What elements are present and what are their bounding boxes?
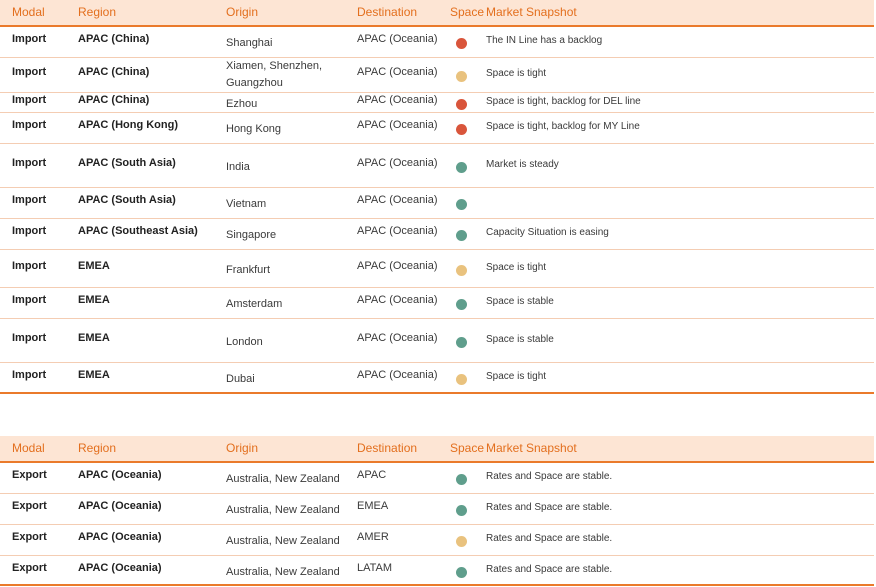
cell-region: EMEA [78, 331, 110, 344]
space-status-yellow-icon [456, 265, 467, 276]
cell-destination: LATAM [357, 561, 393, 574]
table-row [0, 288, 874, 319]
cell-modal: Export [12, 561, 47, 574]
header-origin: Origin [226, 441, 259, 455]
header-region: Region [78, 441, 117, 455]
space-status-green-icon [456, 162, 467, 173]
cell-region: EMEA [78, 294, 110, 306]
space-status-green-icon [456, 199, 467, 210]
cell-destination: APAC (Oceania) [357, 294, 438, 306]
cell-origin: Ezhou [226, 97, 258, 110]
header-market-snapshot: Market Snapshot [486, 5, 577, 19]
cell-origin: Australia, New Zealand [226, 473, 340, 485]
space-status-green-icon [456, 505, 467, 516]
cell-destination: AMER [357, 531, 389, 543]
cell-region: APAC (Oceania) [78, 469, 162, 481]
cell-destination: APAC (Oceania) [357, 194, 438, 206]
cell-destination: APAC (Oceania) [357, 33, 438, 45]
cell-destination: APAC (Oceania) [357, 259, 438, 272]
cell-region: APAC (South Asia) [78, 194, 176, 206]
space-status-green-icon [456, 299, 467, 310]
cell-destination: APAC (Oceania) [357, 156, 438, 169]
cell-origin: Singapore [226, 229, 277, 241]
cell-modal: Export [12, 531, 47, 543]
table-row [0, 113, 874, 144]
header-space: Space [450, 5, 485, 19]
table-row [0, 144, 874, 188]
cell-market-snapshot: Space is tight, backlog for DEL line [486, 95, 641, 107]
table-row [0, 363, 874, 394]
cell-origin: Xiamen, Shenzhen, Guangzhou [226, 60, 323, 89]
cell-destination: APAC (Oceania) [357, 119, 438, 131]
cell-market-snapshot: Capacity Situation is easing [486, 227, 609, 238]
cell-region: APAC (China) [78, 33, 150, 45]
cell-market-snapshot: Market is steady [486, 158, 559, 170]
space-status-green-icon [456, 567, 467, 578]
space-status-green-icon [456, 230, 467, 241]
table-row [0, 494, 874, 525]
cell-origin: Vietnam [226, 198, 267, 210]
cell-region: APAC (Hong Kong) [78, 119, 178, 131]
space-status-green-icon [456, 337, 467, 348]
cell-modal: Import [12, 156, 47, 169]
table-row [0, 250, 874, 288]
cell-modal: Export [12, 469, 47, 481]
space-status-yellow-icon [456, 71, 467, 82]
cell-destination: APAC [357, 469, 387, 481]
cell-region: APAC (Oceania) [78, 531, 162, 543]
table-row [0, 188, 874, 219]
cell-region: EMEA [78, 259, 110, 272]
cell-modal: Import [12, 259, 47, 272]
header-destination: Destination [357, 5, 418, 19]
header-modal: Modal [12, 441, 45, 455]
cell-region: APAC (South Asia) [78, 156, 176, 169]
cell-market-snapshot: The IN Line has a backlog [486, 35, 603, 46]
cell-destination: APAC (Oceania) [357, 369, 438, 381]
header-region: Region [78, 5, 117, 19]
cell-modal: Import [12, 93, 47, 106]
cell-market-snapshot: Rates and Space are stable. [486, 563, 613, 575]
space-status-red-icon [456, 99, 467, 110]
cell-modal: Import [12, 194, 47, 206]
header-market-snapshot: Market Snapshot [486, 441, 577, 455]
space-status-yellow-icon [456, 536, 467, 547]
cell-destination: APAC (Oceania) [357, 331, 438, 344]
cell-origin: Amsterdam [226, 298, 283, 310]
cell-origin: Dubai [226, 373, 255, 385]
cell-origin: Australia, New Zealand [226, 504, 340, 516]
cell-market-snapshot: Space is tight [486, 261, 547, 273]
cell-market-snapshot: Rates and Space are stable. [486, 471, 613, 482]
cell-region: APAC (Oceania) [78, 500, 162, 512]
cell-destination: APAC (Oceania) [357, 225, 438, 237]
table-row [0, 219, 874, 250]
cell-region: APAC (China) [78, 93, 150, 106]
space-status-red-icon [456, 38, 467, 49]
cell-modal: Import [12, 369, 47, 381]
cell-modal: Import [12, 66, 47, 78]
table-row [0, 27, 874, 58]
table-row [0, 525, 874, 556]
cell-region: APAC (China) [78, 66, 150, 78]
table-row [0, 93, 874, 113]
cell-region: APAC (Southeast Asia) [78, 225, 198, 237]
table-row [0, 58, 874, 93]
cell-destination: EMEA [357, 500, 389, 512]
header-origin: Origin [226, 5, 259, 19]
cell-region: EMEA [78, 369, 110, 381]
cell-market-snapshot: Space is stable [486, 333, 554, 345]
cell-origin: Shanghai [226, 37, 273, 49]
cell-origin: Frankfurt [226, 263, 271, 276]
cell-origin: Australia, New Zealand [226, 535, 340, 547]
cell-market-snapshot: Rates and Space are stable. [486, 502, 613, 513]
cell-destination: APAC (Oceania) [357, 93, 438, 106]
cell-region: APAC (Oceania) [78, 561, 162, 574]
table-row [0, 463, 874, 494]
cell-modal: Import [12, 294, 47, 306]
space-status-red-icon [456, 124, 467, 135]
cell-market-snapshot: Space is tight, backlog for MY Line [486, 121, 640, 132]
cell-modal: Export [12, 500, 47, 512]
header-space: Space [450, 441, 485, 455]
export-table-header [0, 436, 874, 463]
cell-origin: London [226, 335, 263, 348]
table-row [0, 556, 874, 586]
cell-destination: APAC (Oceania) [357, 66, 438, 78]
cell-market-snapshot: Rates and Space are stable. [486, 533, 613, 544]
cell-origin: Hong Kong [226, 123, 282, 135]
cell-modal: Import [12, 119, 47, 131]
import-table-header [0, 0, 874, 27]
cell-market-snapshot: Space is stable [486, 296, 554, 307]
cell-modal: Import [12, 33, 47, 45]
cell-origin: Australia, New Zealand [226, 565, 340, 578]
header-destination: Destination [357, 441, 418, 455]
header-modal: Modal [12, 5, 45, 19]
table-row [0, 319, 874, 363]
cell-market-snapshot: Space is tight [486, 68, 547, 79]
cell-origin: India [226, 160, 250, 173]
space-status-green-icon [456, 474, 467, 485]
cell-market-snapshot: Space is tight [486, 371, 547, 382]
cell-modal: Import [12, 331, 47, 344]
space-status-yellow-icon [456, 374, 467, 385]
cell-modal: Import [12, 225, 47, 237]
